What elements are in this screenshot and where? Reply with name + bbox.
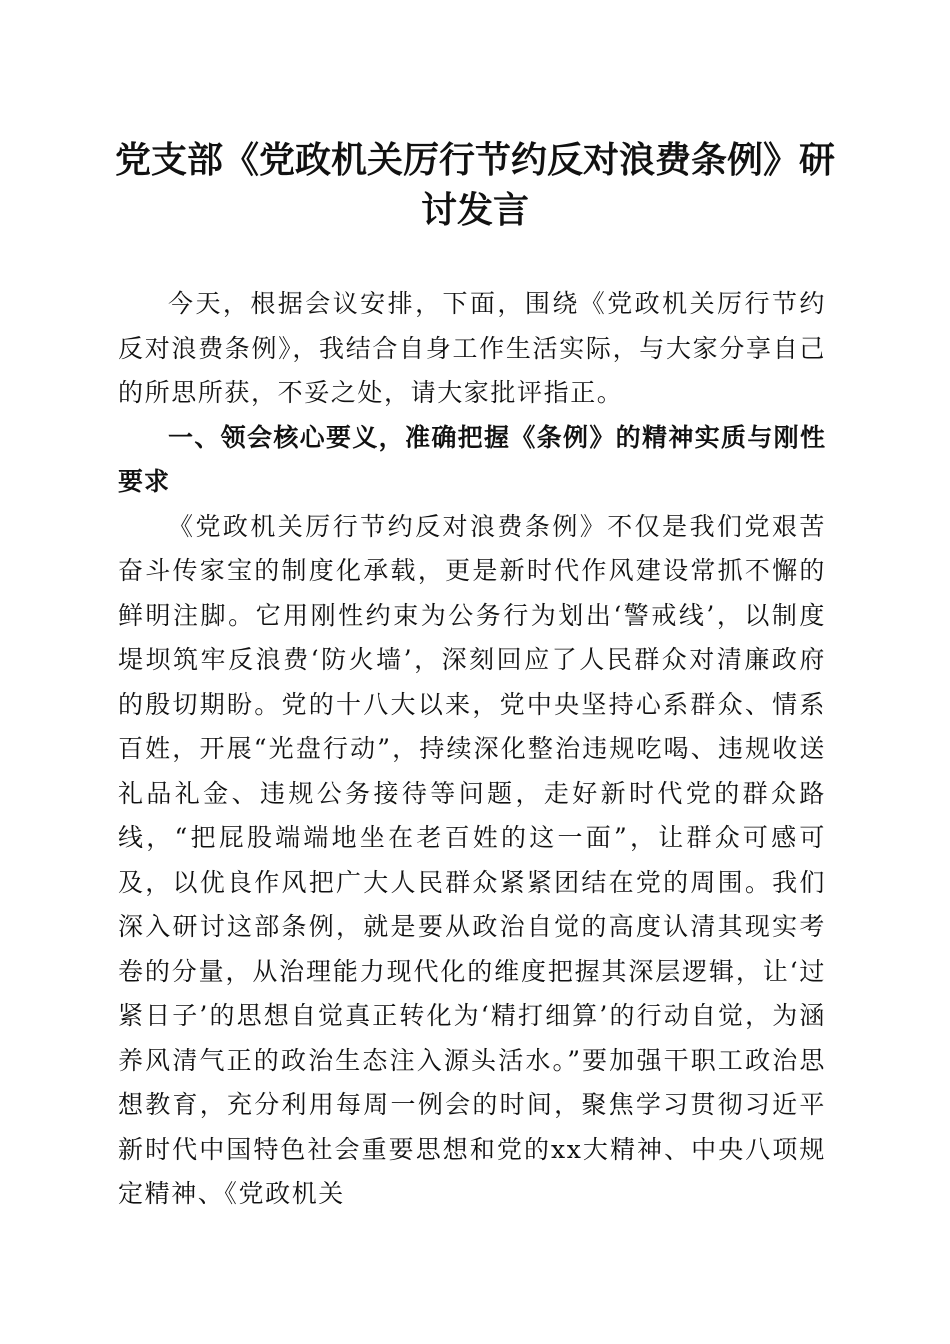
section-body-1: 《党政机关厉行节约反对浪费条例》不仅是我们党艰苦奋斗传家宝的制度化承载，更是新时代作风建设常抓不懈的鲜明注脚。它用刚性约束为公务行为划出‘警戒线’，以制度堤坝筑牢反浪费‘防火墙’，深刻回应了人民群众对清廉政府的殷切期盼。党的十八大以来，党中央坚持心系群众、情系百姓，开展“光盘行动”，持续深化整治违规吃喝、违规收送礼品礼金、违规公务接待等问题，走好新时代党的群众路线，“把屁股端端地坐在老百姓的这一面”，让群众可感可及，以优良作风把广大人民群众紧紧团结在党的周围。我们深入研讨这部条例，就是要从政治自觉的高度认清其现实考卷的分量，从治理能力现代化的维度把握其深层逻辑，让‘过紧日子’的思想自觉真正转化为‘精打细算’的行动自觉，为涵养风清气正的政治生态注入源头活水。”要加强干职工政治思想教育，充分利用每周一例会的时间，聚焦学习贯彻习近平新时代中国特色社会重要思想和党的xx大精神、中央八项规定精神、《党政机关 bbox=[118, 511, 826, 1208]
intro-paragraph: 今天，根据会议安排，下面，围绕《党政机关厉行节约反对浪费条例》，我结合自身工作生活实际，与大家分享自己的所思所获，不妥之处，请大家批评指正。 bbox=[118, 289, 826, 407]
document-title: 党支部《党政机关厉行节约反对浪费条例》研讨发言 bbox=[114, 139, 835, 231]
document-body bbox=[118, 282, 826, 1217]
section-heading-1: 一、领会核心要义，准确把握《条例》的精神实质与刚性要求 bbox=[118, 422, 826, 496]
